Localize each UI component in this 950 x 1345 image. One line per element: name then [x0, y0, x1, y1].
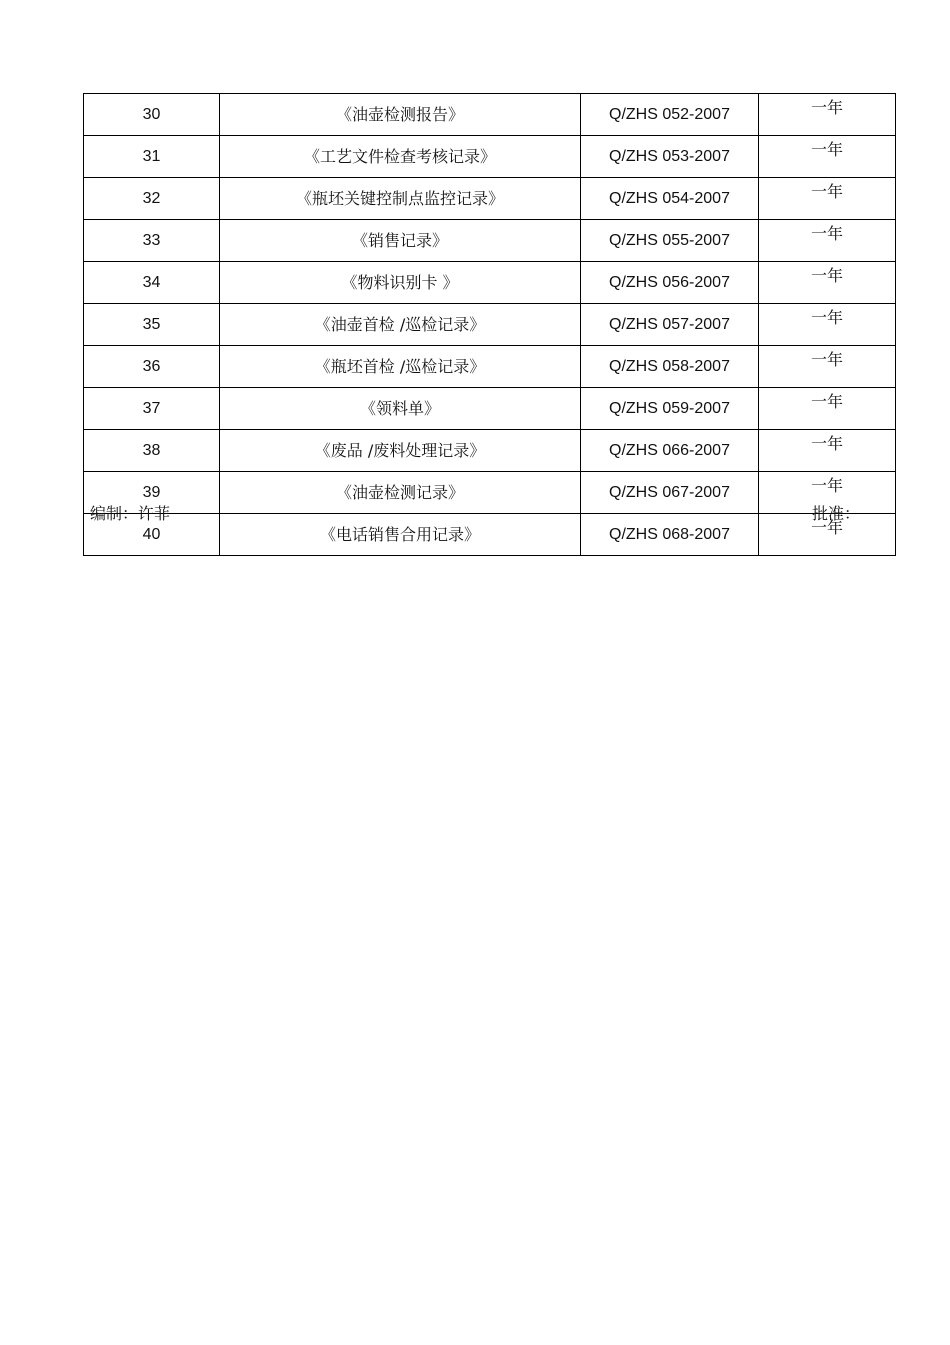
record-code-cell: Q/ZHS 068-2007 — [581, 514, 759, 556]
record-name-cell: 《工艺文件检查考核记录》 — [220, 136, 581, 178]
record-code-cell: Q/ZHS 057-2007 — [581, 304, 759, 346]
retention-period-cell: 一年 — [759, 94, 896, 136]
prepared-by-label: 编制：许菲 — [90, 504, 171, 523]
table-row — [84, 514, 896, 556]
table-row — [84, 304, 896, 346]
record-name-cell: 《油壶首检 /巡检记录》 — [220, 304, 581, 346]
records-table — [83, 93, 896, 556]
record-number-cell: 35 — [84, 304, 220, 346]
record-name-cell: 《瓶坯首检 /巡检记录》 — [220, 346, 581, 388]
record-number-cell: 36 — [84, 346, 220, 388]
table-row — [84, 472, 896, 514]
record-name-cell: 《油壶检测报告》 — [220, 94, 581, 136]
record-number-cell: 37 — [84, 388, 220, 430]
record-number-cell: 38 — [84, 430, 220, 472]
record-code-cell: Q/ZHS 054-2007 — [581, 178, 759, 220]
record-name-cell: 《物料识别卡 》 — [220, 262, 581, 304]
retention-period-cell: 一年 — [759, 178, 896, 220]
record-name-cell: 《销售记录》 — [220, 220, 581, 262]
table-row — [84, 94, 896, 136]
retention-period-cell: 一年 — [759, 430, 896, 472]
table-row — [84, 178, 896, 220]
table-row — [84, 430, 896, 472]
retention-period-cell: 一年 — [759, 514, 896, 556]
record-code-cell: Q/ZHS 055-2007 — [581, 220, 759, 262]
record-code-cell: Q/ZHS 066-2007 — [581, 430, 759, 472]
record-code-cell: Q/ZHS 053-2007 — [581, 136, 759, 178]
record-code-cell: Q/ZHS 058-2007 — [581, 346, 759, 388]
record-number-cell: 30 — [84, 94, 220, 136]
record-number-cell: 33 — [84, 220, 220, 262]
retention-period-cell: 一年 — [759, 346, 896, 388]
retention-period-cell: 一年 — [759, 262, 896, 304]
record-name-cell: 《领料单》 — [220, 388, 581, 430]
record-code-cell: Q/ZHS 059-2007 — [581, 388, 759, 430]
table-row — [84, 220, 896, 262]
table-row — [84, 136, 896, 178]
records-table-body — [84, 94, 896, 556]
table-row — [84, 346, 896, 388]
table-row — [84, 388, 896, 430]
record-number-cell: 40 — [84, 514, 220, 556]
record-name-cell: 《废品 /废料处理记录》 — [220, 430, 581, 472]
record-number-cell: 34 — [84, 262, 220, 304]
record-name-cell: 《油壶检测记录》 — [220, 472, 581, 514]
retention-period-cell: 一年 — [759, 136, 896, 178]
record-code-cell: Q/ZHS 052-2007 — [581, 94, 759, 136]
retention-period-cell: 一年 — [759, 388, 896, 430]
record-code-cell: Q/ZHS 056-2007 — [581, 262, 759, 304]
retention-period-cell: 一年 — [759, 220, 896, 262]
record-number-cell: 32 — [84, 178, 220, 220]
retention-period-cell: 一年 — [759, 472, 896, 514]
retention-period-cell: 一年 — [759, 304, 896, 346]
approved-by-label: 批准： — [812, 504, 861, 523]
record-number-cell: 39 — [84, 472, 220, 514]
record-code-cell: Q/ZHS 067-2007 — [581, 472, 759, 514]
record-number-cell: 31 — [84, 136, 220, 178]
record-name-cell: 《电话销售合用记录》 — [220, 514, 581, 556]
record-name-cell: 《瓶坯关键控制点监控记录》 — [220, 178, 581, 220]
table-row — [84, 262, 896, 304]
